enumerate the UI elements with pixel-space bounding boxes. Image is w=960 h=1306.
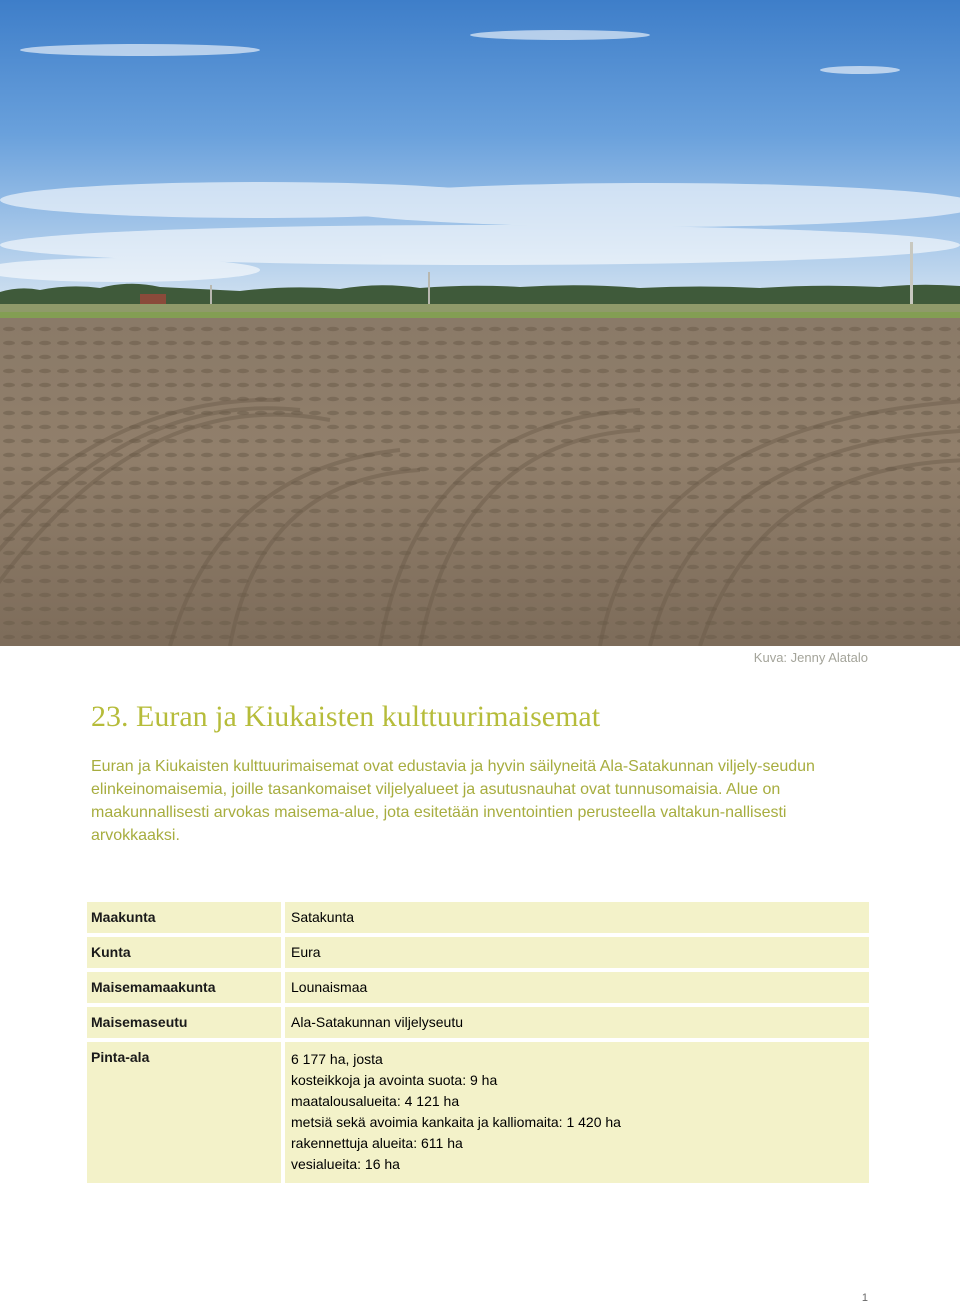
- area-line: metsiä sekä avoimia kankaita ja kalliomaita: 1 420 ha: [291, 1114, 621, 1130]
- row-value: Eura: [281, 937, 869, 968]
- row-value-list: [281, 1042, 869, 1183]
- row-label: Maakunta: [91, 909, 156, 925]
- area-line: maatalousalueita: 4 121 ha: [291, 1093, 460, 1109]
- row-label: Kunta: [91, 944, 131, 960]
- row-label: Pinta-ala: [91, 1049, 150, 1065]
- area-line: vesialueita: 16 ha: [291, 1156, 400, 1172]
- table-row: [87, 972, 869, 1003]
- page-title: 23. Euran ja Kiukaisten kulttuurimaisemat: [91, 700, 601, 733]
- table-row: [87, 937, 869, 968]
- area-line: kosteikkoja ja avointa suota: 9 ha: [291, 1072, 498, 1088]
- table-row: [87, 1007, 869, 1038]
- field-photo-image: [0, 0, 960, 646]
- row-label: Maisemaseutu: [91, 1014, 188, 1030]
- page-number: 1: [861, 1292, 868, 1304]
- row-label: Maisemamaakunta: [91, 979, 216, 995]
- row-value: Lounaismaa: [281, 972, 869, 1003]
- area-line: rakennettuja alueita: 611 ha: [291, 1135, 463, 1151]
- field-photo: [0, 0, 960, 646]
- row-value: Satakunta: [281, 902, 869, 933]
- area-line: 6 177 ha, josta: [291, 1051, 383, 1067]
- intro-paragraph: Euran ja Kiukaisten kulttuurimaisemat ovat edustavia ja hyvin säilyneitä Ala-Satakunnan viljely-seudun elinkeinomaisemia, joille tasankomaiset viljelyalueet ja asutusnauhat ovat tunnusomaisia. Alue on maakunnallisesti arvokas maisema-alue, jota esitetään inventointien perusteella valtakun-nallisesti arvokkaaksi.: [91, 758, 815, 844]
- photo-caption: Kuva: Jenny Alatalo: [753, 650, 868, 665]
- table-row: [87, 1042, 869, 1183]
- row-value: Ala-Satakunnan viljelyseutu: [281, 1007, 869, 1038]
- info-table: [87, 898, 869, 1187]
- table-row: [87, 902, 869, 933]
